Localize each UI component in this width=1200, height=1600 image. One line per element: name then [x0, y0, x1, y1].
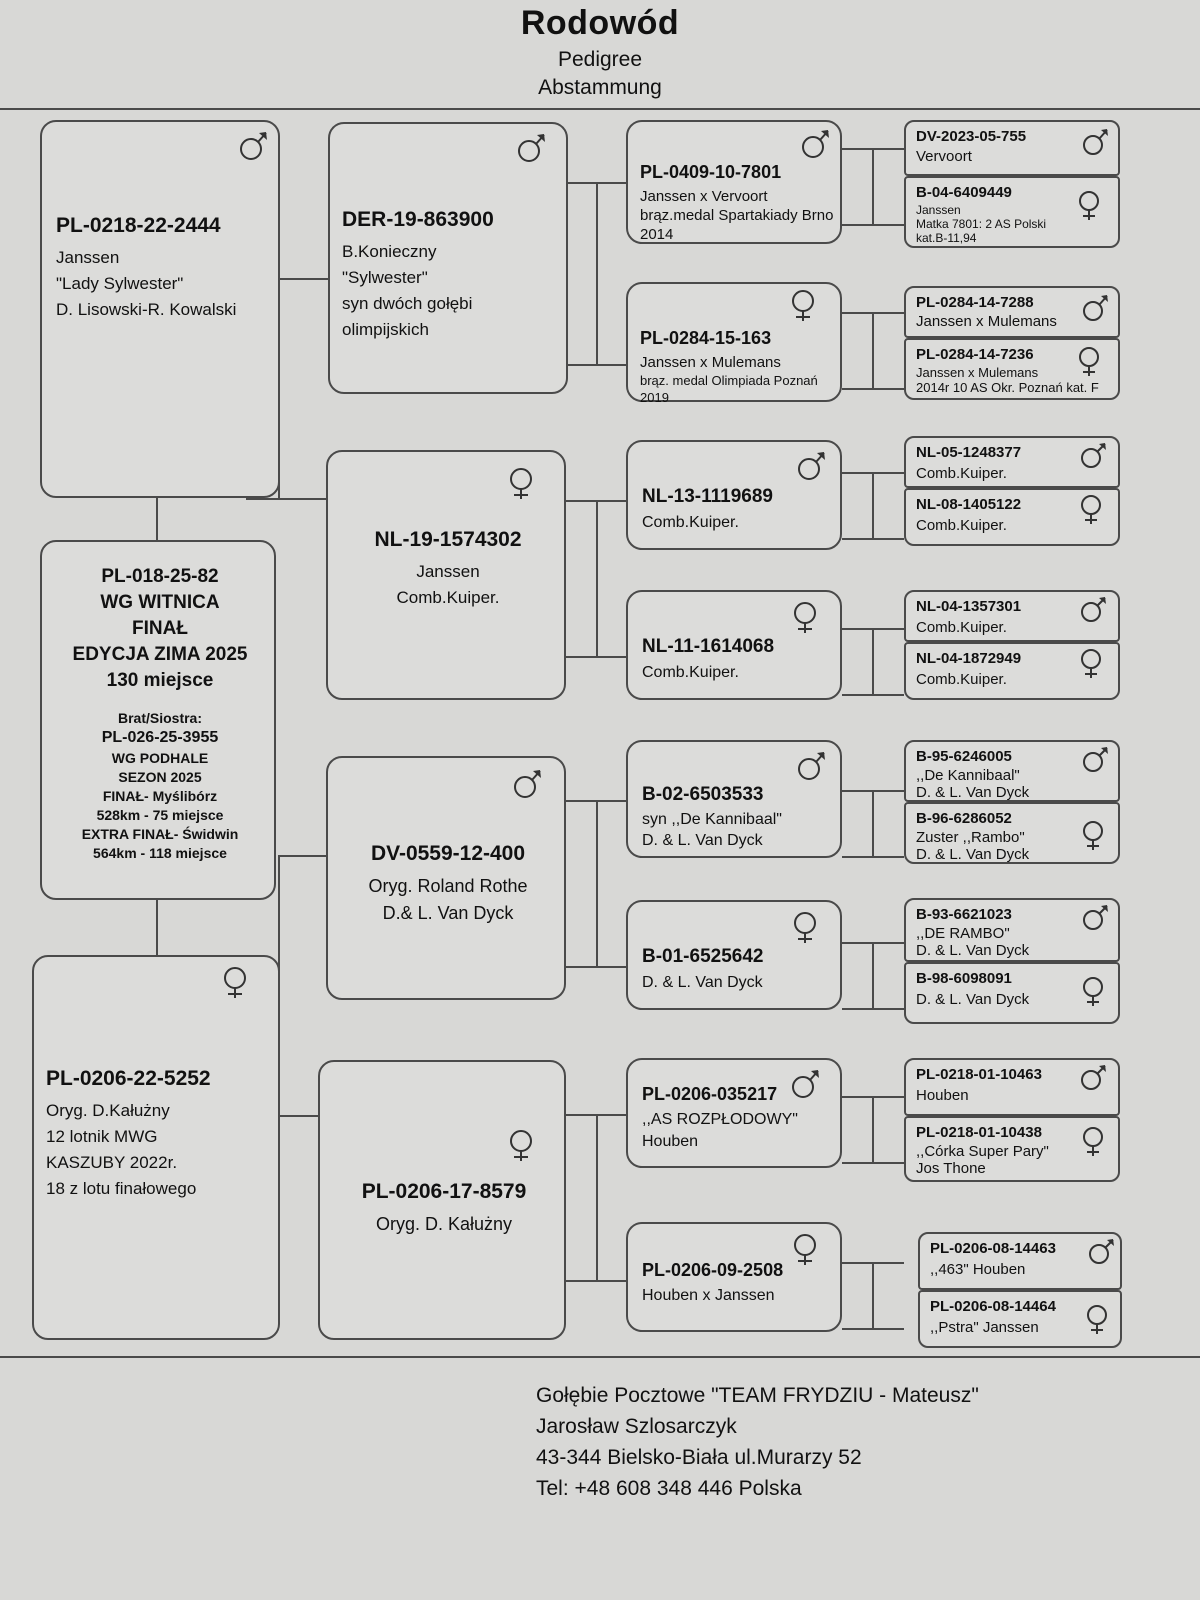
male-symbol-icon	[1078, 1062, 1108, 1096]
female-symbol-icon	[790, 600, 820, 634]
gen2-box-2[interactable]	[326, 450, 566, 700]
connector	[842, 224, 904, 226]
connector	[842, 388, 904, 390]
gen4-2-line-2: Matka 7801: 2 AS Polski	[916, 217, 1047, 231]
gen3-id-1: PL-0409-10-7801	[640, 162, 782, 182]
sibling-line-8: 564km - 118 miejsce	[93, 845, 227, 861]
result-box[interactable]	[40, 540, 276, 900]
subject-id: PL-0218-22-2444	[56, 214, 221, 237]
gen2-1-line-4: olimpijskich	[342, 320, 429, 339]
gen3-box-6[interactable]	[626, 900, 842, 1010]
dam-box[interactable]	[32, 955, 280, 1340]
gen4-10-line-1: Zuster ,,Rambo"	[916, 829, 1025, 846]
gen4-id-12: B-98-6098091	[916, 970, 1012, 987]
result-line-5: 130 miejsce	[106, 670, 214, 691]
gen3-id-6: B-01-6525642	[642, 946, 764, 967]
footer	[536, 1380, 979, 1504]
connector	[566, 1114, 626, 1116]
gen4-box-16[interactable]	[918, 1290, 1122, 1348]
connector	[872, 1096, 874, 1162]
gen4-2-line-1: Janssen	[916, 203, 961, 217]
gen4-11-line-2: D. & L. Van Dyck	[916, 942, 1030, 959]
gen2-id-4: PL-0206-17-8579	[361, 1180, 527, 1203]
gen4-box-2[interactable]	[904, 176, 1120, 248]
gen3-5-line-1: syn ,,De Kannibaal"	[642, 811, 782, 828]
female-symbol-icon	[1076, 492, 1106, 526]
male-symbol-icon	[512, 766, 542, 800]
gen4-box-13[interactable]	[904, 1058, 1120, 1116]
gen4-6-line-1: Comb.Kuiper.	[916, 517, 1007, 534]
connector	[842, 628, 904, 630]
gen2-3-line-1: Oryg. Roland Rothe	[368, 876, 528, 896]
gen4-box-9[interactable]	[904, 740, 1120, 802]
gen4-id-9: B-95-6246005	[916, 748, 1012, 765]
connector	[596, 182, 598, 364]
male-symbol-icon	[1080, 124, 1110, 158]
gen4-box-6[interactable]	[904, 488, 1120, 546]
gen2-1-line-3: syn dwóch gołębi	[342, 294, 473, 313]
page-subtitle-de: Abstammung	[538, 76, 662, 99]
connector	[872, 790, 874, 856]
gen4-box-7[interactable]	[904, 590, 1120, 642]
page-subtitle-en: Pedigree	[557, 48, 643, 71]
result-line-4: EDYCJA ZIMA 2025	[72, 644, 248, 665]
connector	[842, 1008, 904, 1010]
gen3-id-7: PL-0206-035217	[642, 1084, 778, 1104]
gen4-11-line-1: ,,DE RAMBO"	[916, 925, 1010, 942]
gen4-box-1[interactable]	[904, 120, 1120, 176]
connector	[566, 800, 626, 802]
gen3-box-1[interactable]	[626, 120, 842, 244]
gen4-box-14[interactable]	[904, 1116, 1120, 1182]
female-symbol-icon	[506, 1128, 536, 1162]
male-symbol-icon	[1078, 594, 1108, 628]
gen4-7-line-1: Comb.Kuiper.	[916, 619, 1007, 636]
male-symbol-icon	[796, 448, 826, 482]
female-symbol-icon	[1074, 344, 1104, 378]
divider-bottom	[0, 1356, 1200, 1358]
gen4-box-10[interactable]	[904, 802, 1120, 864]
gen4-13-line-1: Houben	[916, 1087, 969, 1104]
gen2-id-3: DV-0559-12-400	[370, 842, 526, 865]
gen4-id-6: NL-08-1405122	[916, 496, 1022, 513]
male-symbol-icon	[800, 126, 830, 160]
gen4-4-line-1: Janssen x Mulemans	[916, 365, 1039, 380]
gen4-id-5: NL-05-1248377	[916, 444, 1022, 461]
gen2-3-line-2: D.& L. Van Dyck	[382, 903, 514, 923]
connector	[872, 472, 874, 538]
gen4-id-8: NL-04-1872949	[916, 650, 1022, 667]
connector	[842, 472, 904, 474]
connector	[596, 500, 598, 656]
female-symbol-icon	[1082, 1302, 1112, 1336]
subject-line-2: "Lady Sylwester"	[56, 274, 184, 293]
dam-line-1: Oryg. D.Kałużny	[46, 1101, 170, 1120]
gen4-id-15: PL-0206-08-14463	[930, 1240, 1056, 1257]
female-symbol-icon	[790, 1232, 820, 1266]
gen3-1-line-2: brąz.medal Spartakiady Brno	[640, 207, 834, 224]
male-symbol-icon	[516, 130, 546, 164]
sibling-line-3: WG PODHALE	[111, 750, 209, 766]
gen4-id-11: B-93-6621023	[916, 906, 1012, 923]
connector	[872, 148, 874, 224]
connector	[566, 500, 626, 502]
gen2-1-line-2: "Sylwester"	[342, 268, 428, 287]
gen3-7-line-2: Houben	[642, 1133, 699, 1150]
connector	[872, 942, 874, 1008]
gen4-id-4: PL-0284-14-7236	[916, 346, 1034, 363]
connector	[872, 628, 874, 694]
sibling-line-6: 528km - 75 miejsce	[96, 807, 224, 823]
connector	[278, 278, 328, 280]
gen4-box-4[interactable]	[904, 338, 1120, 400]
connector	[842, 1262, 904, 1264]
connector	[872, 1262, 874, 1328]
female-symbol-icon	[1078, 818, 1108, 852]
footer-line-3: 43-344 Bielsko-Biała ul.Murarzy 52	[536, 1446, 862, 1469]
gen4-box-12[interactable]	[904, 962, 1120, 1024]
gen4-9-line-2: D. & L. Van Dyck	[916, 784, 1030, 801]
gen4-10-line-2: D. & L. Van Dyck	[916, 846, 1030, 863]
gen3-1-line-3: 2014	[640, 226, 674, 243]
gen4-id-3: PL-0284-14-7288	[916, 294, 1034, 311]
gen4-id-7: NL-04-1357301	[916, 598, 1022, 615]
gen3-2-line-1: Janssen x Mulemans	[640, 354, 781, 371]
gen4-16-line-1: ,,Pstra" Janssen	[930, 1319, 1039, 1336]
connector	[842, 1096, 904, 1098]
dam-line-4: 18 z lotu finałowego	[46, 1179, 197, 1198]
gen4-12-line-1: D. & L. Van Dyck	[916, 991, 1030, 1008]
gen3-5-line-2: D. & L. Van Dyck	[642, 832, 763, 849]
male-symbol-icon	[1080, 744, 1110, 778]
gen2-4-line-1: Oryg. D. Kałużny	[375, 1214, 513, 1234]
female-symbol-icon	[220, 965, 250, 999]
gen4-box-3[interactable]	[904, 286, 1120, 338]
dam-line-3: KASZUBY 2022r.	[46, 1153, 178, 1172]
connector	[842, 148, 904, 150]
gen3-box-5[interactable]	[626, 740, 842, 858]
sibling-line-4: SEZON 2025	[118, 769, 202, 785]
gen4-1-line-1: Vervoort	[916, 148, 972, 165]
gen4-15-line-1: ,,463" Houben	[930, 1261, 1026, 1278]
gen4-id-10: B-96-6286052	[916, 810, 1012, 827]
gen3-6-line-1: D. & L. Van Dyck	[642, 974, 763, 991]
female-symbol-icon	[1078, 1124, 1108, 1158]
gen2-id-2: NL-19-1574302	[374, 528, 522, 551]
connector	[842, 790, 904, 792]
dam-id: PL-0206-22-5252	[46, 1067, 211, 1090]
gen3-3-line-1: Comb.Kuiper.	[642, 514, 739, 531]
gen4-id-16: PL-0206-08-14464	[930, 1298, 1056, 1315]
result-line-2: WG WITNICA	[100, 592, 220, 613]
connector	[566, 182, 626, 184]
gen4-id-14: PL-0218-01-10438	[916, 1124, 1042, 1141]
gen4-2-line-3: kat.B-11,94	[916, 231, 977, 245]
gen4-5-line-1: Comb.Kuiper.	[916, 465, 1007, 482]
sibling-line-5: FINAŁ- Myślibórz	[102, 788, 218, 804]
subject-line-1: Janssen	[56, 248, 120, 267]
divider-top	[0, 108, 1200, 110]
female-symbol-icon	[1078, 974, 1108, 1008]
male-symbol-icon	[1078, 440, 1108, 474]
female-symbol-icon	[506, 466, 536, 500]
gen3-4-line-1: Comb.Kuiper.	[642, 664, 739, 681]
connector	[596, 800, 598, 966]
connector	[842, 1162, 904, 1164]
connector	[842, 856, 904, 858]
gen3-id-2: PL-0284-15-163	[640, 328, 772, 348]
gen4-14-line-1: ,,Córka Super Pary"	[916, 1143, 1049, 1160]
gen3-7-line-1: ,,AS ROZPŁODOWY"	[642, 1111, 798, 1128]
connector	[842, 694, 904, 696]
footer-line-4: Tel: +48 608 348 446 Polska	[536, 1477, 802, 1500]
sibling-line-1: Brat/Siostra:	[117, 710, 203, 726]
gen2-2-line-2: Comb.Kuiper.	[396, 588, 500, 607]
page-title: Rodowód	[520, 4, 680, 42]
connector	[566, 966, 626, 968]
connector	[278, 498, 328, 500]
connector	[566, 364, 626, 366]
connector	[842, 942, 904, 944]
dam-line-2: 12 lotnik MWG	[46, 1127, 158, 1146]
gen4-4-line-2: 2014r 10 AS Okr. Poznań kat. F	[916, 380, 1099, 395]
connector	[596, 1114, 598, 1280]
footer-line-2: Jarosław Szlosarczyk	[536, 1415, 737, 1438]
gen4-box-11[interactable]	[904, 898, 1120, 962]
connector	[842, 538, 904, 540]
gen4-8-line-1: Comb.Kuiper.	[916, 671, 1007, 688]
subject-line-3: D. Lisowski-R. Kowalski	[56, 300, 237, 319]
sibling-line-7: EXTRA FINAŁ- Świdwin	[81, 826, 239, 842]
gen3-2-line-2: brąz. medal Olimpiada Poznań	[640, 373, 818, 388]
subject-box[interactable]	[40, 120, 280, 498]
gen3-box-7[interactable]	[626, 1058, 842, 1168]
gen4-id-2: B-04-6409449	[916, 184, 1012, 201]
connector	[566, 1280, 626, 1282]
female-symbol-icon	[1074, 188, 1104, 222]
connector	[278, 855, 328, 857]
gen4-3-line-1: Janssen x Mulemans	[916, 313, 1057, 330]
gen4-box-5[interactable]	[904, 436, 1120, 488]
gen4-14-line-2: Jos Thone	[916, 1160, 986, 1177]
gen3-1-line-1: Janssen x Vervoort	[640, 188, 768, 205]
gen2-box-1[interactable]	[328, 122, 568, 394]
sibling-line-2: PL-026-25-3955	[101, 729, 219, 746]
female-symbol-icon	[788, 288, 818, 322]
male-symbol-icon	[796, 748, 826, 782]
result-line-3: FINAŁ	[132, 618, 188, 639]
gen3-box-4[interactable]	[626, 590, 842, 700]
gen3-id-4: NL-11-1614068	[642, 636, 775, 657]
gen2-2-line-1: Janssen	[416, 562, 480, 581]
gen3-box-8[interactable]	[626, 1222, 842, 1332]
connector	[566, 656, 626, 658]
result-line-1: PL-018-25-82	[101, 566, 219, 587]
gen3-box-2[interactable]	[626, 282, 842, 405]
gen4-id-1: DV-2023-05-755	[916, 128, 1027, 145]
female-symbol-icon	[790, 910, 820, 944]
footer-line-1: Gołębie Pocztowe "TEAM FRYDZIU - Mateusz"	[536, 1384, 979, 1407]
connector	[872, 312, 874, 388]
female-symbol-icon	[1076, 646, 1106, 680]
gen3-id-3: NL-13-1119689	[642, 486, 773, 507]
gen3-8-line-1: Houben x Janssen	[642, 1287, 775, 1304]
gen3-box-3[interactable]	[626, 440, 842, 550]
gen4-id-13: PL-0218-01-10463	[916, 1066, 1042, 1083]
gen2-box-3[interactable]	[326, 756, 566, 1000]
connector	[246, 498, 280, 500]
gen3-id-8: PL-0206-09-2508	[642, 1260, 784, 1280]
gen4-box-8[interactable]	[904, 642, 1120, 700]
male-symbol-icon	[238, 128, 268, 162]
male-symbol-icon	[1080, 902, 1110, 936]
connector	[842, 1328, 904, 1330]
connector	[842, 312, 904, 314]
gen3-2-line-3: 2019	[640, 390, 669, 405]
male-symbol-icon	[1080, 290, 1110, 324]
gen4-box-15[interactable]	[918, 1232, 1122, 1290]
gen3-id-5: B-02-6503533	[642, 784, 764, 805]
gen2-box-4[interactable]	[318, 1060, 566, 1340]
gen2-1-line-1: B.Konieczny	[342, 242, 437, 261]
male-symbol-icon	[1086, 1236, 1116, 1270]
gen4-9-line-1: ,,De Kannibaal"	[916, 767, 1020, 784]
gen2-id-1: DER-19-863900	[342, 208, 494, 231]
